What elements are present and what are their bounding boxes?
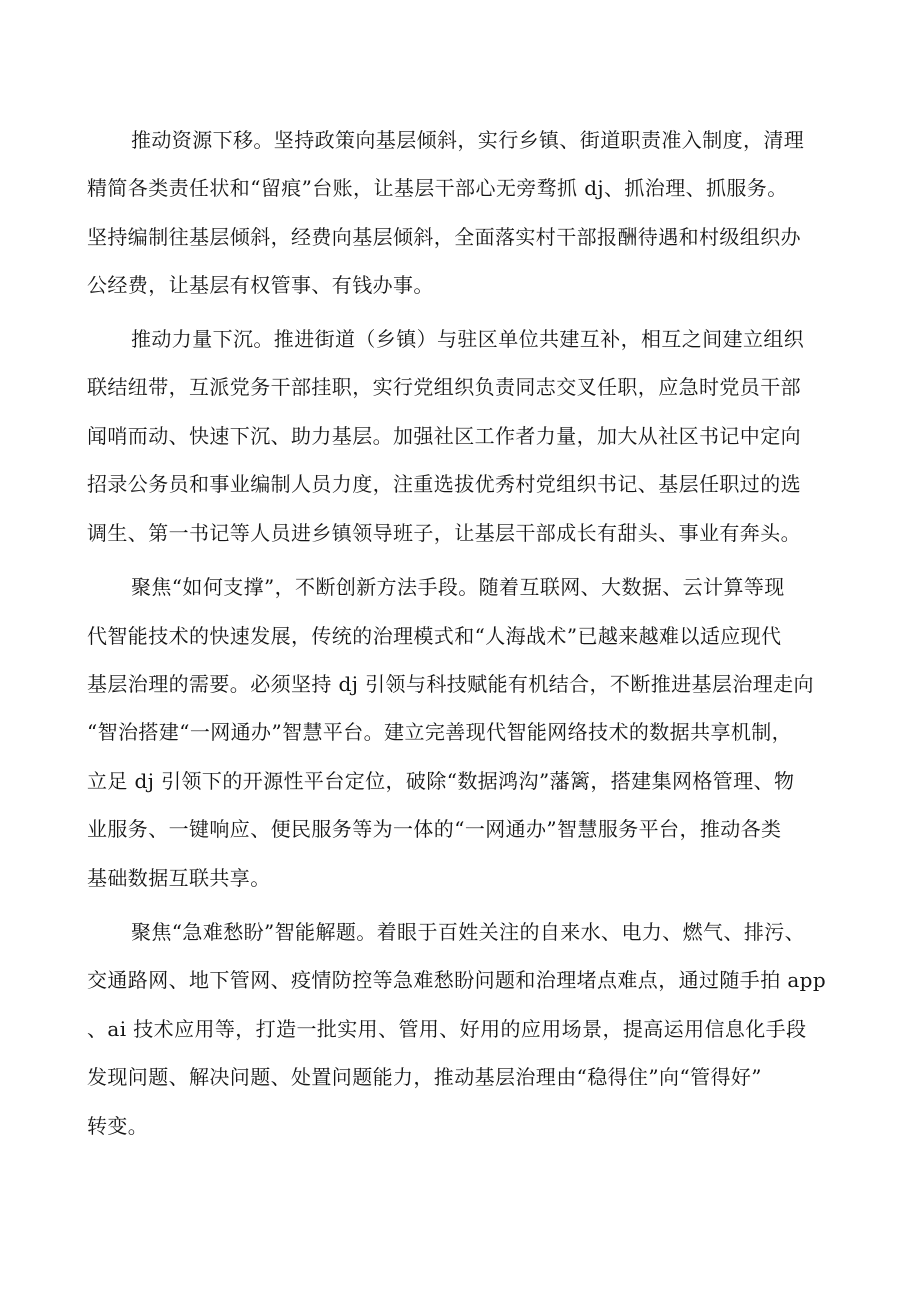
paragraph-line: 招录公务员和事业编制人员力度，注重选拔优秀村党组织书记、基层任职过的选 <box>87 472 801 496</box>
paragraph-line: 立足 dj 引领下的开源性平台定位，破除“数据鸿沟”藩篱，搭建集网格管理、物 <box>87 769 795 793</box>
paragraph-line: 业服务、一键响应、便民服务等为一体的“一网通办”智慧服务平台，推动各类 <box>87 817 782 841</box>
paragraph-line: 基层治理的需要。必须坚持 dj 引领与科技赋能有机结合，不断推进基层治理走向 <box>87 672 814 696</box>
paragraph-line: 推动资源下移。坚持政策向基层倾斜，实行乡镇、街道职责准入制度，清理 <box>131 128 805 152</box>
paragraph-line: 精简各类责任状和“留痕”台账，让基层干部心无旁骛抓 dj、抓治理、抓服务。 <box>87 176 788 200</box>
paragraph-line: 交通路网、地下管网、疫情防控等急难愁盼问题和治理堵点难点，通过随手拍 app <box>87 968 827 992</box>
paragraph-line: 代智能技术的快速发展，传统的治理模式和“人海战术”已越来越难以适应现代 <box>87 624 782 648</box>
paragraph-line: 联结纽带，互派党务干部挂职，实行党组织负责同志交叉任职，应急时党员干部 <box>87 375 801 399</box>
paragraph-line: 推动力量下沉。推进街道（乡镇）与驻区单位共建互补，相互之间建立组织 <box>131 327 805 351</box>
paragraph-line: 基础数据互联共享。 <box>87 866 271 890</box>
paragraph-line: “智治搭建“一网通办”智慧平台。建立完善现代智能网络技术的数据共享机制， <box>87 720 793 744</box>
paragraph-line: 聚焦“急难愁盼”智能解题。着眼于百姓关注的自来水、电力、燃气、排污、 <box>131 920 806 944</box>
paragraph-line: 调生、第一书记等人员进乡镇领导班子，让基层干部成长有甜头、事业有奔头。 <box>87 521 801 545</box>
paragraph-line: 聚焦“如何支撑”，不断创新方法手段。随着互联网、大数据、云计算等现 <box>131 575 785 599</box>
paragraph-line: 公经费，让基层有权管事、有钱办事。 <box>87 273 434 297</box>
paragraph-line: 坚持编制往基层倾斜，经费向基层倾斜，全面落实村干部报酬待遇和村级组织办 <box>87 225 801 249</box>
paragraph-line: 闻哨而动、快速下沉、助力基层。加强社区工作者力量，加大从社区书记中定向 <box>87 424 801 448</box>
paragraph-line: 发现问题、解决问题、处置问题能力，推动基层治理由“稳得住”向“管得好” <box>87 1065 762 1089</box>
paragraph-line: 、ai 技术应用等，打造一批实用、管用、好用的应用场景，提高运用信息化手段 <box>87 1017 807 1041</box>
paragraph-line: 转变。 <box>87 1114 149 1138</box>
